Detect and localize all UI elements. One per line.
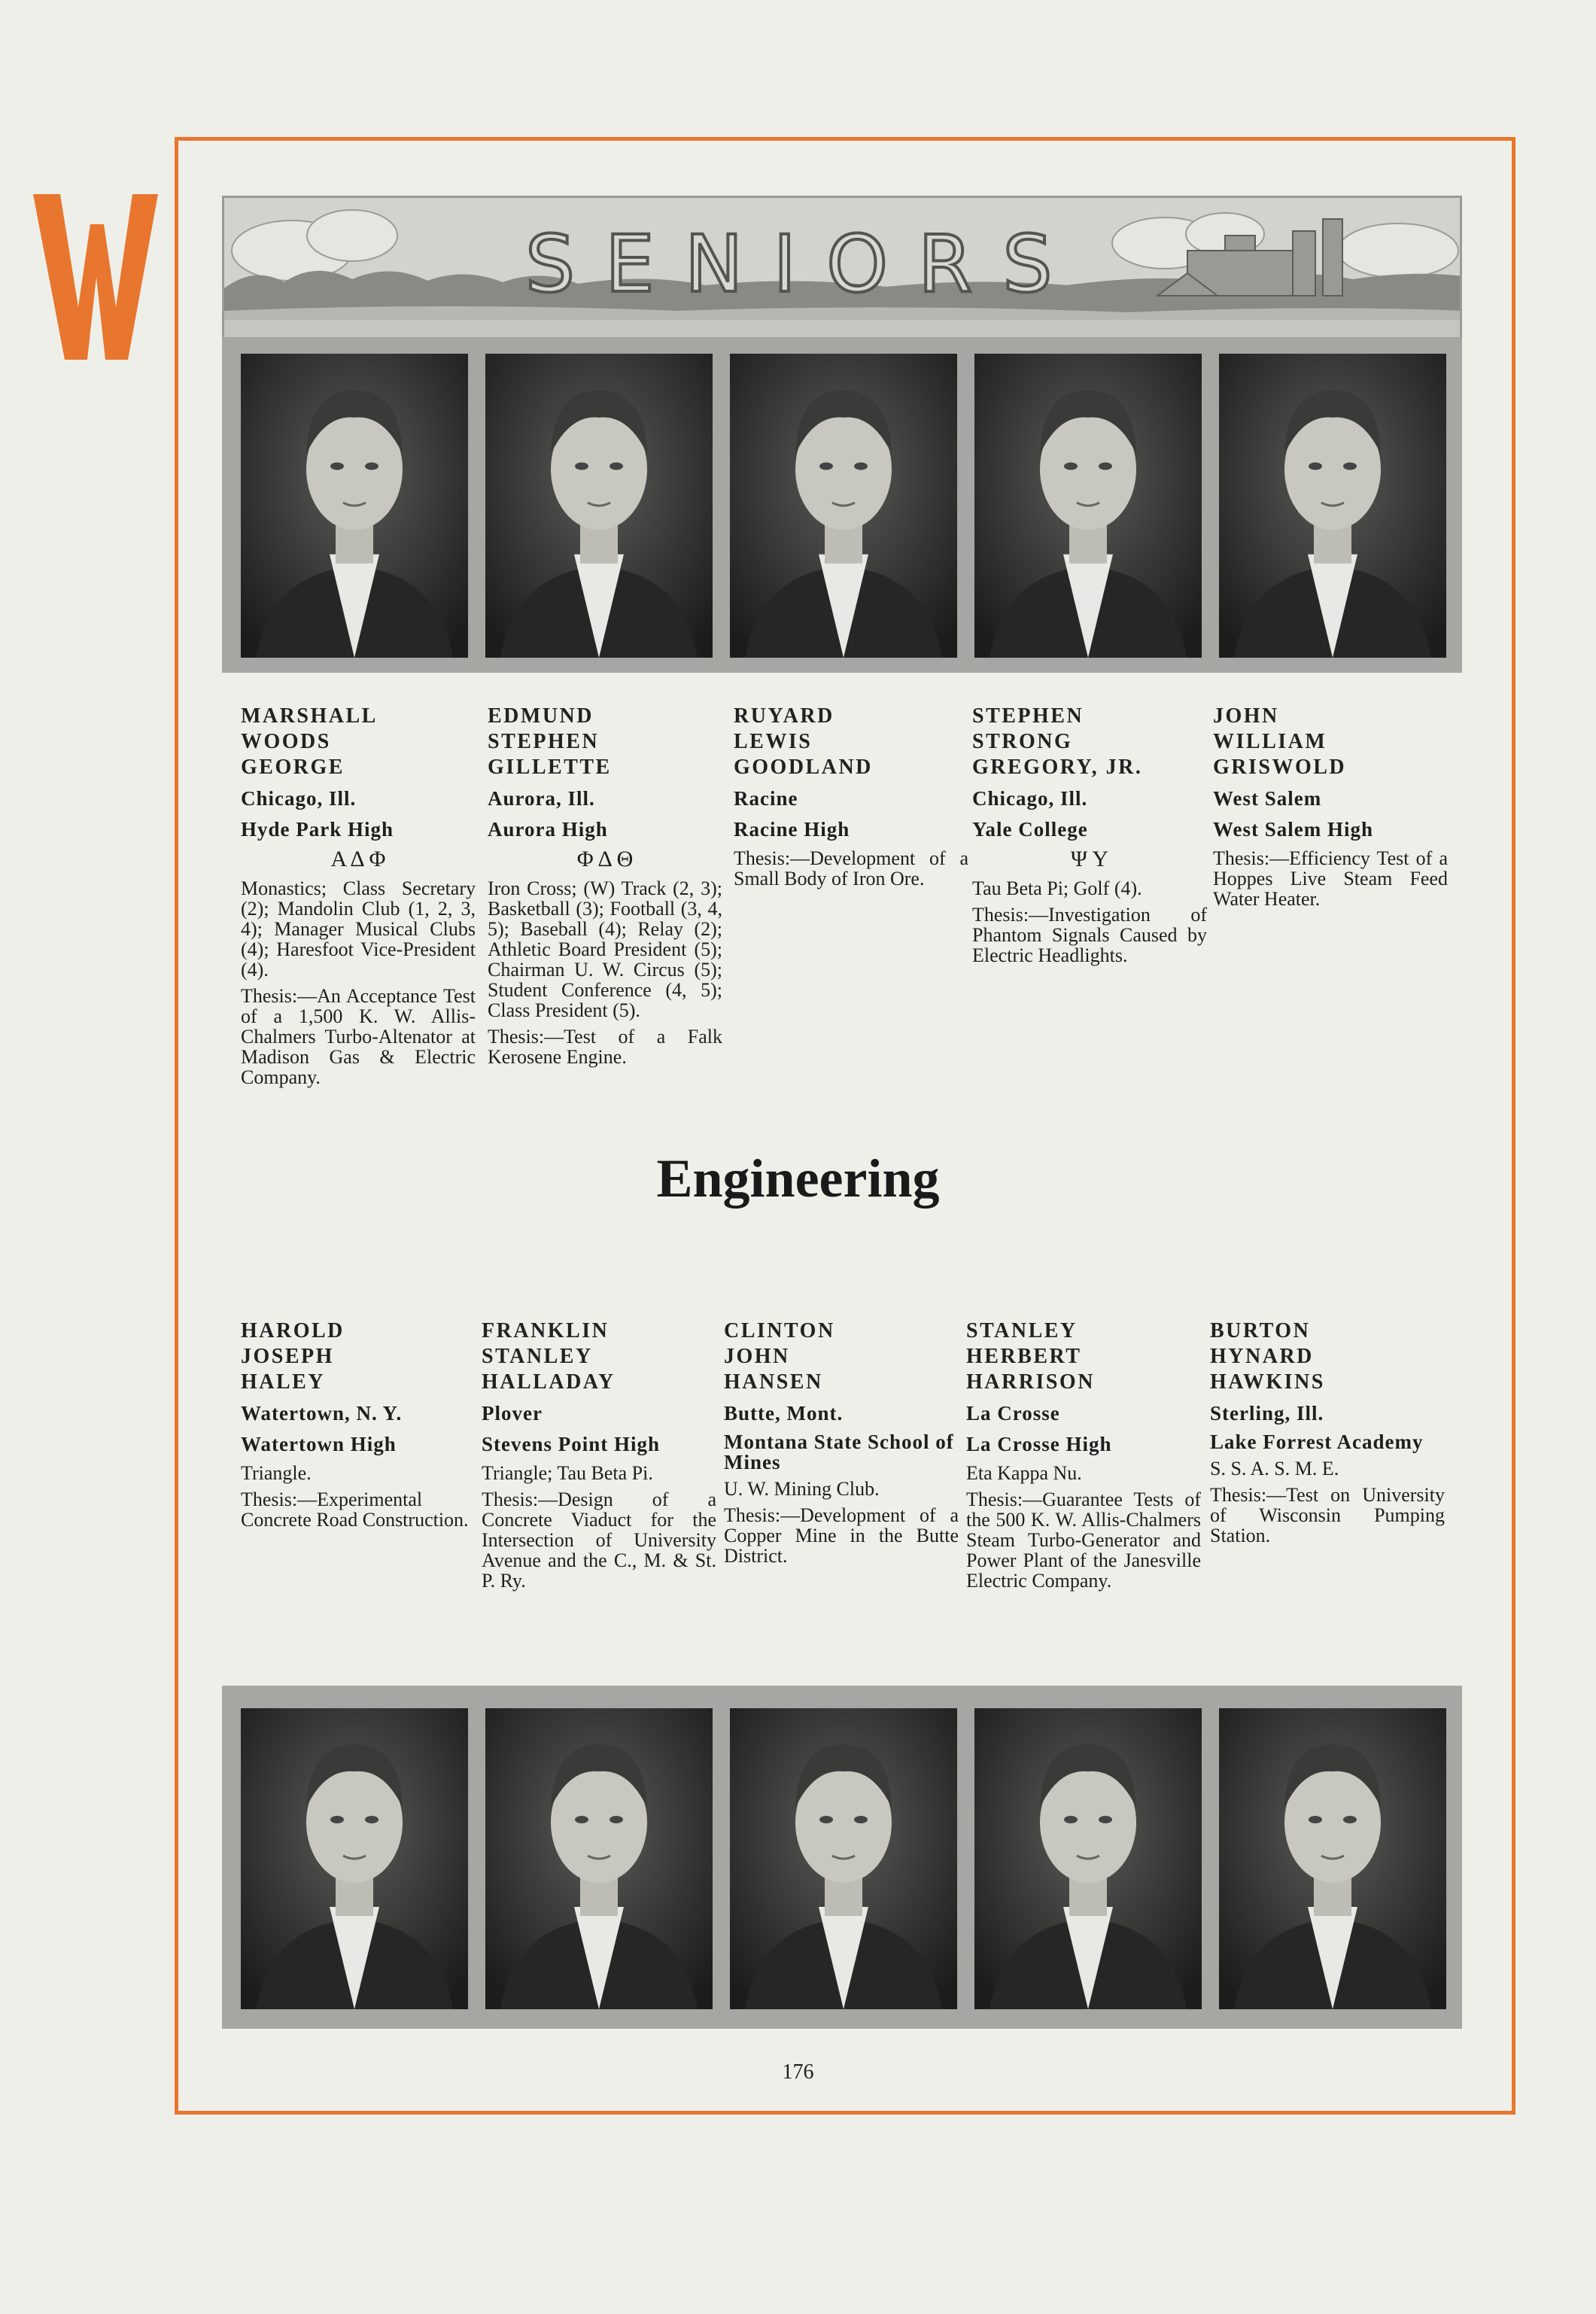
entry-name: BURTON HYNARD HAWKINS <box>1210 1319 1325 1394</box>
activities: Triangle. <box>241 1462 312 1484</box>
entry-name: RUYARD LEWIS GOODLAND <box>734 704 873 779</box>
hometown: Plover <box>482 1402 543 1425</box>
entry-goodland <box>734 704 968 889</box>
entry-name: STEPHEN STRONG GREGORY, JR. <box>972 704 1143 779</box>
school: West Salem High <box>1213 818 1374 841</box>
page-number: 176 <box>782 2060 814 2084</box>
hometown: Racine <box>734 787 798 810</box>
portrait-photo <box>1219 354 1446 658</box>
portrait-gillette <box>485 354 713 658</box>
entry-haley <box>241 1318 476 1530</box>
thesis: Thesis:—Development of a Copper Mine in the Butte District. <box>724 1504 959 1567</box>
hometown: West Salem <box>1213 787 1322 810</box>
hometown: La Crosse <box>966 1402 1060 1425</box>
portrait-hansen <box>730 1708 957 2009</box>
portrait-photo <box>730 1708 957 2009</box>
school: Lake Forrest Academy <box>1210 1431 1424 1453</box>
entry-name: EDMUND STEPHEN GILLETTE <box>488 704 612 779</box>
seniors-banner <box>222 196 1462 340</box>
top-portrait-band <box>222 337 1462 673</box>
portrait-halladay <box>485 1708 713 2009</box>
activities: Triangle; Tau Beta Pi. <box>482 1462 653 1484</box>
portrait-photo <box>974 354 1202 658</box>
portrait-hawkins <box>1219 1708 1446 2009</box>
activities: S. S. A. S. M. E. <box>1210 1458 1339 1479</box>
activities: Tau Beta Pi; Golf (4). <box>972 877 1142 899</box>
activities: U. W. Mining Club. <box>724 1478 880 1500</box>
entry-name: STANLEY HERBERT HARRISON <box>966 1319 1095 1394</box>
entry-george <box>241 704 476 1087</box>
hometown: Watertown, N. Y. <box>241 1402 403 1425</box>
activities: Iron Cross; (W) Track (2, 3); Basketball (3); Football (3, 4, 5); Baseball (4); Relay (2); Athletic Board President (5); Chairman U. W. Circus (5); Student Conference (4, 5); Class President (5). <box>488 877 722 1021</box>
hometown: Chicago, Ill. <box>241 787 357 810</box>
thesis: Thesis:—Investigation of Phantom Signals Caused by Electric Headlights. <box>972 904 1207 966</box>
hometown: Sterling, Ill. <box>1210 1402 1324 1425</box>
school: Yale College <box>972 818 1088 841</box>
activities: Monastics; Class Secretary (2); Mandolin Club (1, 2, 3, 4); Manager Musical Clubs (4); Haresfoot Vice-President (4). <box>241 877 476 981</box>
entry-gregory <box>972 704 1207 965</box>
school: Watertown High <box>241 1433 397 1455</box>
thesis: Thesis:—Development of a Small Body of Iron Ore. <box>734 847 968 889</box>
portrait-harrison <box>974 1708 1202 2009</box>
school: Montana State School of Mines <box>724 1431 954 1473</box>
section-letter-w <box>32 194 160 360</box>
entry-name: FRANKLIN STANLEY HALLADAY <box>482 1319 616 1394</box>
thesis: Thesis:—Test of a Falk Kerosene Engine. <box>488 1026 722 1068</box>
school: Aurora High <box>488 818 608 841</box>
thesis: Thesis:—Guarantee Tests of the 500 K. W. Allis-Chalmers Steam Turbo-Generator and Power Plant of the Janesville Electric Company. <box>966 1488 1201 1592</box>
banner-title: SENIORS <box>525 218 1083 310</box>
thesis: Thesis:—Design of a Concrete Viaduct for the Intersection of University Avenue and the C., M. & St. P. Ry. <box>482 1488 716 1592</box>
entry-name: HAROLD JOSEPH HALEY <box>241 1319 345 1394</box>
hometown: Aurora, Ill. <box>488 787 595 810</box>
thesis: Thesis:—Experimental Concrete Road Construction. <box>241 1488 469 1531</box>
thesis: Thesis:—An Acceptance Test of a 1,500 K. W. Allis-Chalmers Turbo-Altenator at Madison Gas & Electric Company. <box>241 985 476 1088</box>
entry-griswold <box>1213 704 1448 909</box>
portrait-griswold <box>1219 354 1446 658</box>
thesis: Thesis:—Test on University of Wisconsin Pumping Station. <box>1210 1484 1445 1546</box>
portrait-photo <box>485 1708 713 2009</box>
entry-hawkins <box>1210 1318 1445 1546</box>
hometown: Chicago, Ill. <box>972 787 1088 810</box>
portrait-goodland <box>730 354 957 658</box>
entry-hansen <box>724 1318 959 1566</box>
school: Hyde Park High <box>241 818 394 841</box>
entry-halladay <box>482 1318 716 1591</box>
school: Racine High <box>734 818 850 841</box>
portrait-george <box>241 354 468 658</box>
portrait-photo <box>485 354 713 658</box>
portrait-gregory <box>974 354 1202 658</box>
greek-letters: Α Δ Φ <box>330 847 386 871</box>
greek-letters: Ψ Υ <box>1070 847 1109 871</box>
hometown: Butte, Mont. <box>724 1402 844 1425</box>
portrait-photo <box>241 354 468 658</box>
thesis: Thesis:—Efficiency Test of a Hoppes Live Steam Feed Water Heater. <box>1213 847 1448 910</box>
entry-gillette <box>488 704 722 1067</box>
portrait-photo <box>241 1708 468 2009</box>
entry-name: CLINTON JOHN HANSEN <box>724 1319 835 1394</box>
portrait-photo <box>1219 1708 1446 2009</box>
entry-name: JOHN WILLIAM GRISWOLD <box>1213 704 1347 779</box>
greek-letters: Φ Δ Θ <box>576 847 634 871</box>
portrait-photo <box>974 1708 1202 2009</box>
section-title: Engineering <box>656 1148 940 1209</box>
bottom-portrait-band <box>222 1686 1462 2029</box>
portrait-photo <box>730 354 957 658</box>
activities: Eta Kappa Nu. <box>966 1462 1082 1484</box>
portrait-haley <box>241 1708 468 2009</box>
entry-name: MARSHALL WOODS GEORGE <box>241 704 378 779</box>
school: La Crosse High <box>966 1433 1112 1455</box>
entry-harrison <box>966 1318 1201 1591</box>
school: Stevens Point High <box>482 1433 661 1455</box>
